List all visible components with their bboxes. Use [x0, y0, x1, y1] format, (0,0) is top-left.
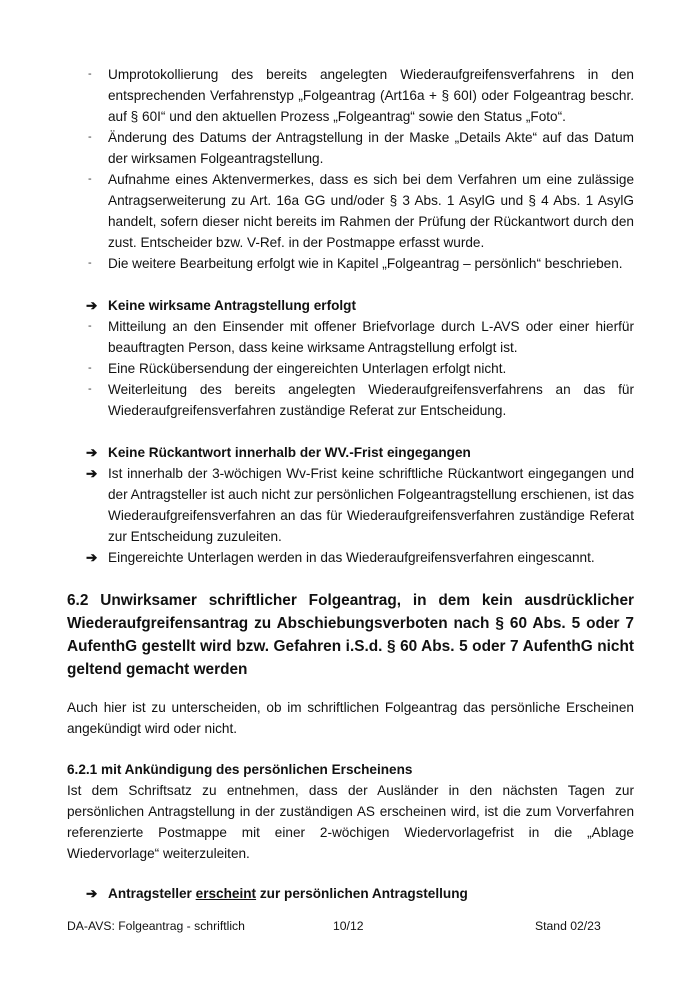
- footer-doc-title: DA-AVS: Folgeantrag - schriftlich: [67, 919, 245, 933]
- arrow-right-icon: ➔: [86, 298, 98, 313]
- list-item: - Umprotokollierung des bereits angelegten Wiederaufgreifensverfahrens in den entsprechenden Verfahrenstyp „Folgeantrag (Art16a + § 60I) oder Folgeantrag beschr. auf § 60I“ und den aktuellen Prozess „Folgeantrag“ sowie den Status „Foto“.: [86, 64, 634, 127]
- list-item: ➔ Eingereichte Unterlagen werden in das Wiederaufgreifensverfahren eingescannt.: [86, 547, 634, 568]
- dash-bullet: -: [88, 173, 92, 185]
- list-item: - Aufnahme eines Aktenvermerkes, dass es sich bei dem Verfahren um eine zulässige Antragserweiterung zu Art. 16a GG und/oder § 3 Abs. 1 AsylG und § 4 Abs. 1 AsylG handelt, sofern dieser nicht bereits im Rahmen der Prüfung der Rückantwort durch den zust. Entscheider bzw. V-Ref. in der Postmappe erfasst wurde.: [86, 169, 634, 253]
- dash-bullet: -: [88, 131, 92, 143]
- list-item: - Mitteilung an den Einsender mit offener Briefvorlage durch L-AVS oder einer hierfür beauftragten Person, dass keine wirksame Antragstellung erfolgt ist.: [86, 316, 634, 358]
- footer-page-number: 10/12: [333, 919, 364, 933]
- list-item: - Weiterleitung des bereits angelegten Wiederaufgreifensverfahrens an das für Wiederaufgreifensverfahren zuständige Referat zur Entscheidung.: [86, 379, 634, 421]
- heading-keine-rueckantwort: ➔ Keine Rückantwort innerhalb der WV.-Frist eingegangen: [86, 442, 471, 463]
- dash-bullet: -: [88, 362, 92, 374]
- dash-bullet: -: [88, 320, 92, 332]
- subsection-title: 6.2.1 mit Ankündigung des persönlichen Erscheinens: [67, 762, 413, 777]
- dash-bullet: -: [88, 383, 92, 395]
- arrow-right-icon: ➔: [86, 886, 98, 901]
- footer-version: Stand 02/23: [535, 919, 601, 933]
- heading-antragsteller-erscheint: ➔ Antragsteller erscheint zur persönlichen Antragstellung: [86, 883, 468, 904]
- dash-bullet: -: [88, 68, 92, 80]
- subsection-paragraph: Ist dem Schriftsatz zu entnehmen, dass der Ausländer in den nächsten Tagen zur persönlichen Antragstellung in der zuständigen AS erscheinen wird, ist die zum Vorverfahren referenzierte Postmappe mit einer 2-wöchigen Wiedervorlagefrist in die „Ablage Wiedervorlage“ weiterzuleiten.: [67, 783, 634, 861]
- list-item: - Die weitere Bearbeitung erfolgt wie in Kapitel „Folgeantrag – persönlich“ beschrieben.: [86, 253, 634, 274]
- section-title: 6.2 Unwirksamer schriftlicher Folgeantrag, in dem kein ausdrücklicher Wiederaufgreifensantrag zu Abschiebungsverboten nach § 60 Abs. 5 oder 7 AufenthG gestellt wird bzw. Gefahren i.S.d. § 60 Abs. 5 oder 7 AufenthG nicht geltend gemacht werden: [67, 592, 634, 678]
- action-list-keine-rueckantwort: [86, 463, 634, 568]
- list-item: ➔ Ist innerhalb der 3-wöchigen Wv-Frist keine schriftliche Rückantwort eingegangen und der Antragsteller ist auch nicht zur persönlichen Folgeantragstellung erschienen, ist das Wiederaufgreifensverfahren an das für Wiederaufgreifensverfahren zuständige Referat zur Entscheidung zuzuleiten.: [86, 463, 634, 547]
- list-item: - Eine Rückübersendung der eingereichten Unterlagen erfolgt nicht.: [86, 358, 634, 379]
- arrow-right-icon: ➔: [86, 445, 98, 460]
- dash-bullet: -: [88, 257, 92, 269]
- action-list-wirksam: [86, 64, 634, 274]
- action-list-unwirksam: [86, 316, 634, 421]
- section-paragraph: Auch hier ist zu unterscheiden, ob im schriftlichen Folgeantrag das persönliche Erscheinen angekündigt wird oder nicht.: [67, 700, 634, 736]
- arrow-right-icon: ➔: [86, 550, 98, 565]
- arrow-right-icon: ➔: [86, 466, 98, 481]
- list-item: - Änderung des Datums der Antragstellung in der Maske „Details Akte“ auf das Datum der wirksamen Folgeantragstellung.: [86, 127, 634, 169]
- heading-keine-wirksame-antragstellung: ➔ Keine wirksame Antragstellung erfolgt: [86, 295, 356, 316]
